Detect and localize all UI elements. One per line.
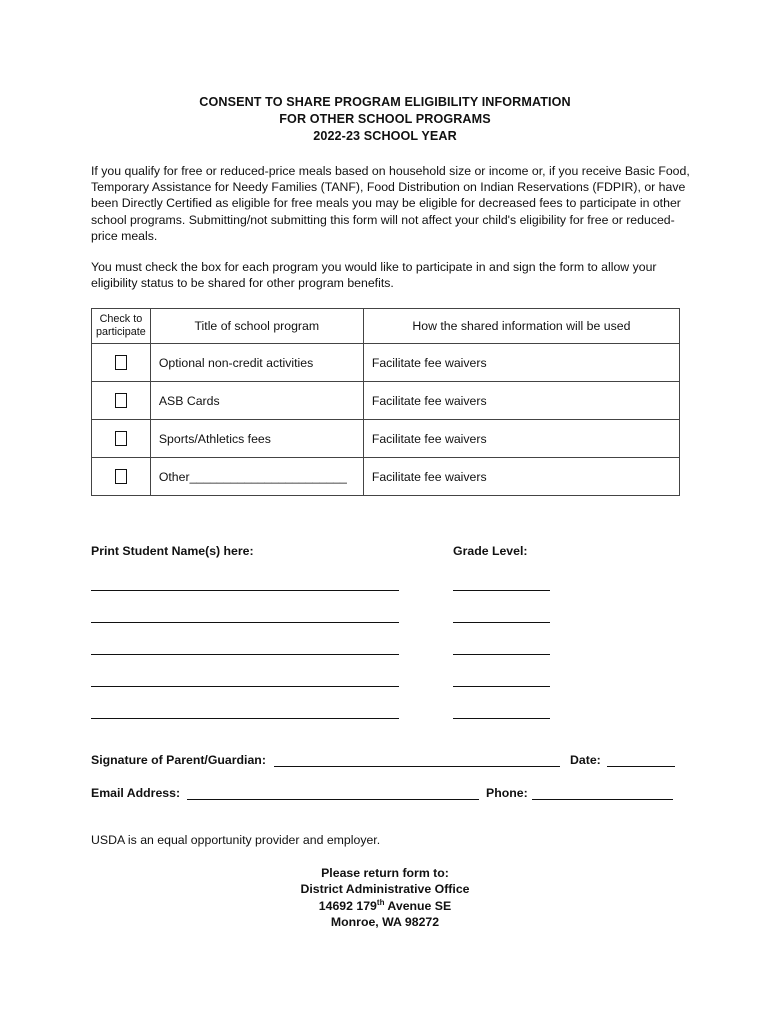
program-title: Sports/Athletics fees bbox=[150, 420, 363, 458]
table-row bbox=[92, 382, 680, 420]
check-cell bbox=[92, 458, 151, 496]
program-usage: Facilitate fee waivers bbox=[363, 458, 679, 496]
header-title: Title of school program bbox=[150, 309, 363, 344]
student-name-field-5[interactable] bbox=[91, 718, 399, 719]
usda-statement: USDA is an equal opportunity provider and employer. bbox=[91, 833, 381, 847]
student-name-field-4[interactable] bbox=[91, 686, 399, 687]
grade-level-field-4[interactable] bbox=[453, 686, 550, 687]
header-check: Check to participate bbox=[92, 309, 151, 344]
title-line-2: FOR OTHER SCHOOL PROGRAMS bbox=[279, 112, 491, 126]
program-title: Other_______________________ bbox=[150, 458, 363, 496]
street-ordinal-suffix: th bbox=[376, 897, 385, 907]
checkbox-other[interactable] bbox=[115, 469, 127, 484]
program-title: ASB Cards bbox=[150, 382, 363, 420]
program-usage: Facilitate fee waivers bbox=[363, 344, 679, 382]
grade-level-field-5[interactable] bbox=[453, 718, 550, 719]
table-row bbox=[92, 458, 680, 496]
street-number: 14692 179 bbox=[318, 898, 377, 913]
table-row bbox=[92, 344, 680, 382]
parent-signature-label: Signature of Parent/Guardian: bbox=[91, 753, 266, 767]
student-name-field-2[interactable] bbox=[91, 622, 399, 623]
contact-row bbox=[91, 786, 180, 800]
date-label: Date: bbox=[570, 753, 601, 767]
check-cell bbox=[92, 382, 151, 420]
phone-field[interactable] bbox=[532, 799, 673, 800]
grade-level-field-1[interactable] bbox=[453, 590, 550, 591]
checkbox-noncredit-activities[interactable] bbox=[115, 355, 127, 370]
header-usage: How the shared information will be used bbox=[363, 309, 679, 344]
instruction-paragraph: You must check the box for each program you would like to participate in and sign the form to allow your eligibility status to be shared for other program benefits. bbox=[91, 260, 657, 291]
street-rest: Avenue SE bbox=[384, 898, 452, 913]
student-name-field-1[interactable] bbox=[91, 590, 399, 591]
date-field[interactable] bbox=[607, 766, 675, 767]
program-title: Optional non-credit activities bbox=[150, 344, 363, 382]
check-cell bbox=[92, 420, 151, 458]
student-name-field-3[interactable] bbox=[91, 654, 399, 655]
student-name-label: Print Student Name(s) here: bbox=[91, 544, 254, 558]
return-line-2: District Administrative Office bbox=[300, 882, 470, 897]
intro-paragraph: If you qualify for free or reduced-price meals based on household size or income or, if you receive Basic Food, Temporary Assistance for Needy Families (TANF), Food Distribution on Indian Reservations (FDPIR), or have been Directly Certified as eligible for free meals you may be eligible for decreased fees to participate in other school programs. Submitting/not submitting this form will not affect your child's eligibility for free or reduced-price meals. bbox=[91, 164, 690, 243]
grade-level-field-2[interactable] bbox=[453, 622, 550, 623]
signature-row bbox=[91, 753, 266, 767]
checkbox-asb-cards[interactable] bbox=[115, 393, 127, 408]
table-row bbox=[92, 420, 680, 458]
checkbox-sports-athletics[interactable] bbox=[115, 431, 127, 446]
program-table bbox=[91, 308, 680, 496]
title-line-3: 2022-23 SCHOOL YEAR bbox=[313, 129, 457, 143]
parent-signature-field[interactable] bbox=[274, 766, 560, 767]
return-line-1: Please return form to: bbox=[321, 866, 449, 880]
email-label: Email Address: bbox=[91, 786, 181, 800]
phone-label: Phone: bbox=[486, 786, 528, 800]
program-usage: Facilitate fee waivers bbox=[363, 382, 679, 420]
title-line-1: CONSENT TO SHARE PROGRAM ELIGIBILITY INFORMATION bbox=[199, 95, 571, 109]
grade-level-field-3[interactable] bbox=[453, 654, 550, 655]
return-street bbox=[0, 898, 770, 914]
email-field[interactable] bbox=[187, 799, 479, 800]
program-usage: Facilitate fee waivers bbox=[363, 420, 679, 458]
table-header-row bbox=[92, 309, 680, 344]
return-city: Monroe, WA 98272 bbox=[330, 915, 440, 930]
grade-level-label: Grade Level: bbox=[453, 544, 528, 558]
return-address-block bbox=[0, 865, 770, 931]
check-cell bbox=[92, 344, 151, 382]
form-title bbox=[0, 94, 770, 145]
